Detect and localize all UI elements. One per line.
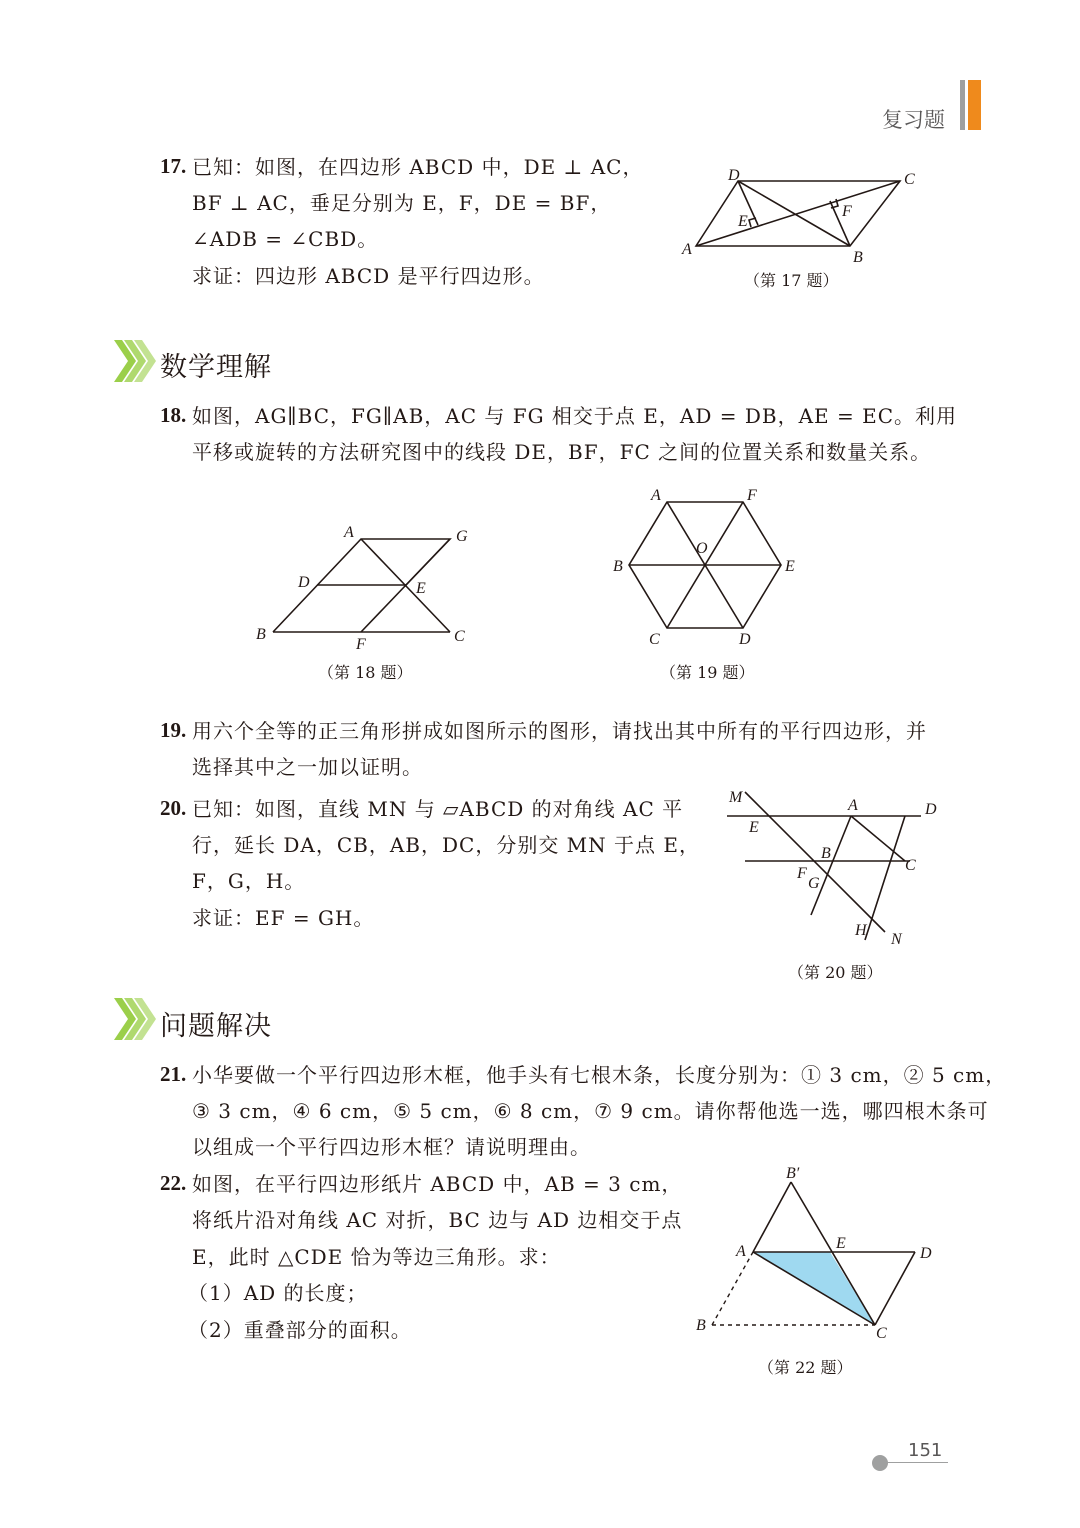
q18-line-1: 如图，AG∥BC，FG∥AB，AC 与 FG 相交于点 E，AD = DB，AE = EC。利用 <box>192 404 957 428</box>
q21-line-2: ③ 3 cm，④ 6 cm，⑤ 5 cm，⑥ 8 cm，⑦ 9 cm。请你帮他选一选，哪四根木条可 <box>192 1099 989 1123</box>
header-bar-gray <box>960 80 965 130</box>
figure-19 <box>605 480 805 650</box>
q19-label-O: O <box>696 540 708 557</box>
section-title-math-understanding: 数学理解 <box>160 352 272 383</box>
q19-line-2: 选择其中之一加以证明。 <box>192 755 423 779</box>
q18-number: 18. <box>160 403 187 427</box>
section-title-problem-solving: 问题解决 <box>160 1011 272 1042</box>
q20-label-G: G <box>808 875 820 892</box>
q20-label-E: E <box>749 819 759 836</box>
q20-label-B: B <box>821 845 831 862</box>
q20-label-D: D <box>925 801 937 818</box>
q22-line-3: E，此时 △CDE 恰为等边三角形。求： <box>192 1245 561 1269</box>
figure-20 <box>715 780 945 955</box>
q20-line-4: 求证：EF = GH。 <box>192 906 375 930</box>
q22-number: 22. <box>160 1171 187 1195</box>
q22-line-4: （1）AD 的长度； <box>188 1281 368 1305</box>
q19-label-E: E <box>785 558 795 575</box>
q22-label-D: D <box>920 1245 932 1262</box>
q18-label-G: G <box>456 528 468 545</box>
q22-label-Bprime: B′ <box>786 1165 800 1182</box>
q17-label-D: D <box>728 167 740 184</box>
q20-number: 20. <box>160 796 187 820</box>
q18-label-B: B <box>256 626 266 643</box>
q18-label-F: F <box>356 636 366 650</box>
q17-number: 17. <box>160 154 187 178</box>
q18-label-C: C <box>454 628 465 645</box>
chapter-label: 复习题 <box>882 108 945 132</box>
q17-label-C: C <box>904 171 915 188</box>
page-number: 151 <box>908 1440 943 1461</box>
q20-line-3: F，G，H。 <box>192 869 306 893</box>
q19-label-F: F <box>747 487 757 504</box>
q20-label-H: H <box>855 922 867 939</box>
q19-label-C: C <box>649 631 660 648</box>
q19-line-1: 用六个全等的正三角形拼成如图所示的图形，请找出其中所有的平行四边形，并 <box>192 719 927 743</box>
q22-label-C: C <box>876 1325 887 1342</box>
q19-label-D: D <box>739 631 751 648</box>
q17-label-F: F <box>842 203 852 220</box>
figure-17 <box>670 160 930 270</box>
q22-label-E: E <box>836 1235 846 1252</box>
q22-line-5: （2）重叠部分的面积。 <box>188 1318 412 1342</box>
q18-line-2: 平移或旋转的方法研究图中的线段 DE，BF，FC 之间的位置关系和数量关系。 <box>192 440 932 464</box>
q18-caption: （第 18 题） <box>318 663 413 682</box>
q21-line-3: 以组成一个平行四边形木框？请说明理由。 <box>192 1135 591 1159</box>
q19-number: 19. <box>160 718 187 742</box>
q22-line-2: 将纸片沿对角线 AC 对折，BC 边与 AD 边相交于点 <box>192 1208 683 1232</box>
q22-label-B: B <box>696 1317 706 1334</box>
q18-label-E: E <box>416 580 426 597</box>
q18-label-A: A <box>344 524 354 541</box>
q17-line-4: 求证：四边形 ABCD 是平行四边形。 <box>192 264 545 288</box>
q17-line-2: BF ⊥ AC，垂足分别为 E，F，DE = BF， <box>192 191 612 215</box>
q20-caption: （第 20 题） <box>788 963 883 982</box>
q20-label-A: A <box>848 797 858 814</box>
q22-label-A: A <box>736 1243 746 1260</box>
chevron-icon <box>114 340 158 382</box>
q20-line-2: 行，延长 DA，CB，AB，DC，分别交 MN 于点 E， <box>192 833 700 857</box>
q17-caption: （第 17 题） <box>744 271 839 290</box>
q17-label-E: E <box>738 213 748 230</box>
q22-line-1: 如图，在平行四边形纸片 ABCD 中，AB = 3 cm， <box>192 1172 683 1196</box>
q17-line-3: ∠ADB = ∠CBD。 <box>192 227 379 251</box>
chevron-icon <box>114 998 158 1040</box>
q21-line-1: 小华要做一个平行四边形木框，他手头有七根木条，长度分别为：① 3 cm，② 5 cm， <box>192 1063 1007 1087</box>
q20-label-N: N <box>891 931 902 948</box>
footer-line <box>884 1462 948 1463</box>
q19-label-B: B <box>613 558 623 575</box>
q21-number: 21. <box>160 1062 187 1086</box>
q20-label-M: M <box>729 789 743 806</box>
q19-label-A: A <box>651 487 661 504</box>
q17-label-B: B <box>853 249 863 266</box>
header-bar-orange <box>968 80 981 130</box>
q18-label-D: D <box>298 574 310 591</box>
q17-line-1: 已知：如图，在四边形 ABCD 中，DE ⊥ AC， <box>192 155 644 179</box>
figure-22 <box>690 1158 940 1343</box>
q22-caption: （第 22 题） <box>758 1358 853 1377</box>
q17-label-A: A <box>682 241 692 258</box>
q19-caption: （第 19 题） <box>660 663 755 682</box>
figure-18 <box>250 515 480 650</box>
q20-line-1: 已知：如图，直线 MN 与 ▱ABCD 的对角线 AC 平 <box>192 797 684 821</box>
page-dot <box>872 1455 888 1471</box>
q20-label-C: C <box>905 857 916 874</box>
q20-label-F: F <box>797 865 807 882</box>
